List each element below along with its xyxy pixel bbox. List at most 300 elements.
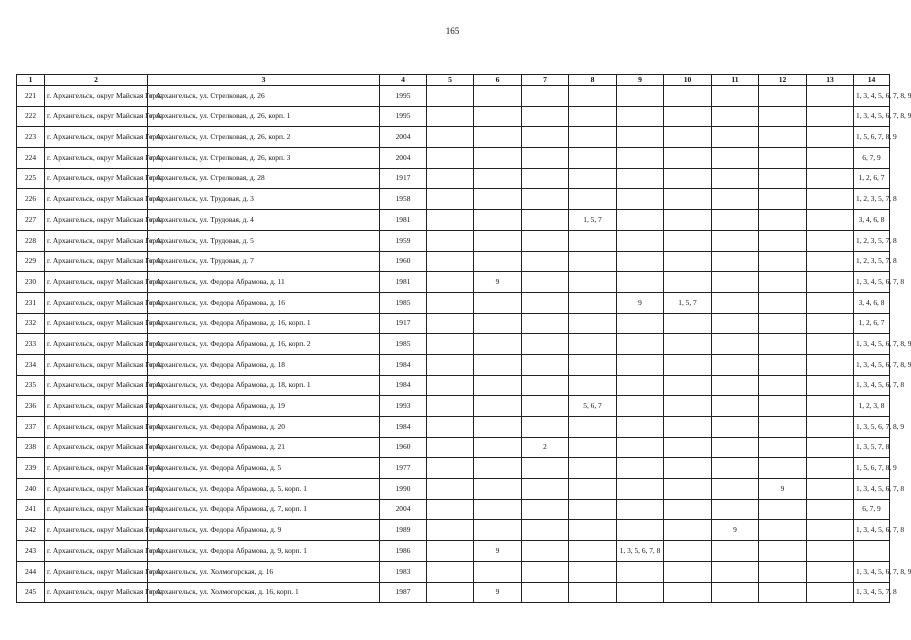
- cell-c5: [427, 499, 474, 520]
- cell-c10: [664, 313, 712, 334]
- cell-year: 1917: [380, 313, 427, 334]
- cell-c6: 9: [474, 582, 522, 603]
- cell-c7: [522, 458, 569, 479]
- cell-c14: 6, 7, 9: [854, 499, 890, 520]
- cell-address: г. Архангельск, ул. Федора Абрамова, д. 20: [148, 417, 380, 438]
- cell-c5: [427, 582, 474, 603]
- cell-c6: [474, 396, 522, 417]
- cell-c13: [807, 541, 854, 562]
- cell-c9: [617, 520, 664, 541]
- cell-c6: [474, 458, 522, 479]
- cell-c13: [807, 168, 854, 189]
- cell-year: 1958: [380, 189, 427, 210]
- cell-c7: [522, 520, 569, 541]
- cell-c9: [617, 313, 664, 334]
- cell-c5: [427, 396, 474, 417]
- cell-num: 234: [17, 354, 45, 375]
- cell-c14: 1, 5, 6, 7, 8, 9: [854, 458, 890, 479]
- cell-address: г. Архангельск, ул. Федора Абрамова, д. 5: [148, 458, 380, 479]
- column-header-6: 6: [474, 75, 522, 86]
- table-row: [17, 520, 890, 541]
- cell-c8: [569, 148, 617, 169]
- cell-district: г. Архангельск, округ Майская Горка: [45, 86, 148, 107]
- cell-num: 224: [17, 148, 45, 169]
- cell-c14: 1, 3, 4, 5, 7, 8: [854, 582, 890, 603]
- cell-address: г. Архангельск, ул. Федора Абрамова, д. 16, корп. 2: [148, 334, 380, 355]
- cell-c5: [427, 189, 474, 210]
- cell-c10: [664, 251, 712, 272]
- cell-c13: [807, 292, 854, 313]
- cell-c10: [664, 272, 712, 293]
- cell-year: 1993: [380, 396, 427, 417]
- cell-c8: [569, 561, 617, 582]
- cell-c12: [759, 251, 807, 272]
- cell-address: г. Архангельск, ул. Федора Абрамова, д. 5, корп. 1: [148, 479, 380, 500]
- column-header-4: 4: [380, 75, 427, 86]
- cell-address: г. Архангельск, ул. Трудовая, д. 3: [148, 189, 380, 210]
- cell-c7: [522, 86, 569, 107]
- cell-c6: [474, 148, 522, 169]
- cell-c7: [522, 168, 569, 189]
- cell-c6: [474, 354, 522, 375]
- cell-c10: [664, 499, 712, 520]
- cell-district: г. Архангельск, округ Майская Горка: [45, 127, 148, 148]
- cell-c8: [569, 437, 617, 458]
- cell-c8: [569, 479, 617, 500]
- cell-c12: [759, 561, 807, 582]
- cell-c14: 1, 3, 4, 5, 6, 7, 8, 9: [854, 86, 890, 107]
- cell-year: 1984: [380, 417, 427, 438]
- cell-c13: [807, 148, 854, 169]
- cell-c8: [569, 499, 617, 520]
- column-header-13: 13: [807, 75, 854, 86]
- cell-c9: [617, 230, 664, 251]
- cell-num: 239: [17, 458, 45, 479]
- cell-c9: 1, 3, 5, 6, 7, 8: [617, 541, 664, 562]
- cell-c7: [522, 292, 569, 313]
- cell-c8: [569, 375, 617, 396]
- cell-c9: [617, 251, 664, 272]
- cell-c11: [712, 168, 759, 189]
- cell-c12: [759, 417, 807, 438]
- cell-district: г. Архангельск, округ Майская Горка: [45, 520, 148, 541]
- cell-c11: [712, 272, 759, 293]
- cell-c12: [759, 230, 807, 251]
- cell-c13: [807, 561, 854, 582]
- cell-address: г. Архангельск, ул. Стрелковая, д. 26, корп. 2: [148, 127, 380, 148]
- cell-address: г. Архангельск, ул. Стрелковая, д. 26, корп. 3: [148, 148, 380, 169]
- cell-c9: [617, 106, 664, 127]
- column-header-14: 14: [854, 75, 890, 86]
- cell-c12: [759, 292, 807, 313]
- column-header-2: 2: [45, 75, 148, 86]
- cell-c12: [759, 189, 807, 210]
- cell-c11: [712, 334, 759, 355]
- column-header-3: 3: [148, 75, 380, 86]
- cell-c8: [569, 417, 617, 438]
- cell-num: 229: [17, 251, 45, 272]
- cell-c14: 1, 3, 4, 5, 6, 7, 8: [854, 272, 890, 293]
- cell-c13: [807, 230, 854, 251]
- cell-c9: [617, 86, 664, 107]
- cell-c10: [664, 541, 712, 562]
- cell-address: г. Архангельск, ул. Трудовая, д. 5: [148, 230, 380, 251]
- cell-district: г. Архангельск, округ Майская Горка: [45, 334, 148, 355]
- cell-c12: [759, 210, 807, 231]
- table-row: [17, 541, 890, 562]
- cell-c10: [664, 86, 712, 107]
- cell-c13: [807, 520, 854, 541]
- cell-c5: [427, 168, 474, 189]
- cell-address: г. Архангельск, ул. Трудовая, д. 7: [148, 251, 380, 272]
- cell-c13: [807, 127, 854, 148]
- cell-num: 235: [17, 375, 45, 396]
- cell-c14: 1, 3, 4, 5, 6, 7, 8: [854, 375, 890, 396]
- cell-c12: [759, 520, 807, 541]
- table-row: [17, 168, 890, 189]
- cell-c9: [617, 375, 664, 396]
- cell-address: г. Архангельск, ул. Федора Абрамова, д. 19: [148, 396, 380, 417]
- cell-year: 1977: [380, 458, 427, 479]
- cell-c11: [712, 292, 759, 313]
- cell-address: г. Архангельск, ул. Стрелковая, д. 28: [148, 168, 380, 189]
- cell-c11: [712, 582, 759, 603]
- cell-c5: [427, 106, 474, 127]
- cell-c8: [569, 354, 617, 375]
- cell-year: 1981: [380, 210, 427, 231]
- cell-c9: [617, 479, 664, 500]
- cell-c6: [474, 437, 522, 458]
- cell-c7: 2: [522, 437, 569, 458]
- cell-year: 1989: [380, 520, 427, 541]
- cell-c11: [712, 86, 759, 107]
- cell-c14: [854, 541, 890, 562]
- cell-c7: [522, 334, 569, 355]
- cell-c6: [474, 561, 522, 582]
- cell-c6: [474, 86, 522, 107]
- cell-c13: [807, 437, 854, 458]
- cell-district: г. Архангельск, округ Майская Горка: [45, 272, 148, 293]
- cell-address: г. Архангельск, ул. Федора Абрамова, д. 11: [148, 272, 380, 293]
- cell-year: 1983: [380, 561, 427, 582]
- cell-c6: [474, 168, 522, 189]
- cell-c6: 9: [474, 272, 522, 293]
- cell-num: 241: [17, 499, 45, 520]
- cell-c10: 1, 5, 7: [664, 292, 712, 313]
- column-header-10: 10: [664, 75, 712, 86]
- cell-c14: 3, 4, 6, 8: [854, 210, 890, 231]
- cell-c5: [427, 292, 474, 313]
- cell-c9: [617, 437, 664, 458]
- table-row: [17, 437, 890, 458]
- housing-registry-table: [16, 74, 911, 603]
- cell-c12: [759, 499, 807, 520]
- cell-c6: 9: [474, 541, 522, 562]
- cell-c11: [712, 499, 759, 520]
- cell-num: 242: [17, 520, 45, 541]
- cell-c5: [427, 251, 474, 272]
- cell-c8: 1, 5, 7: [569, 210, 617, 231]
- cell-c5: [427, 417, 474, 438]
- column-header-11: 11: [712, 75, 759, 86]
- cell-c5: [427, 210, 474, 231]
- cell-c7: [522, 561, 569, 582]
- cell-c7: [522, 417, 569, 438]
- cell-c11: [712, 210, 759, 231]
- cell-num: 226: [17, 189, 45, 210]
- cell-c12: [759, 375, 807, 396]
- cell-num: 237: [17, 417, 45, 438]
- cell-c7: [522, 479, 569, 500]
- cell-c6: [474, 251, 522, 272]
- cell-c10: [664, 106, 712, 127]
- cell-c9: [617, 396, 664, 417]
- cell-c6: [474, 292, 522, 313]
- cell-num: 231: [17, 292, 45, 313]
- cell-c14: 1, 2, 3, 8: [854, 396, 890, 417]
- table-row: [17, 313, 890, 334]
- page-number: 165: [445, 26, 460, 36]
- cell-year: 2004: [380, 148, 427, 169]
- cell-district: г. Архангельск, округ Майская Горка: [45, 210, 148, 231]
- cell-c12: [759, 354, 807, 375]
- cell-district: г. Архангельск, округ Майская Горка: [45, 148, 148, 169]
- cell-c11: [712, 396, 759, 417]
- cell-district: г. Архангельск, округ Майская Горка: [45, 251, 148, 272]
- cell-num: 233: [17, 334, 45, 355]
- cell-address: г. Архангельск, ул. Стрелковая, д. 26, корп. 1: [148, 106, 380, 127]
- cell-c14: 1, 2, 3, 5, 7, 8: [854, 189, 890, 210]
- cell-c13: [807, 313, 854, 334]
- cell-c12: [759, 541, 807, 562]
- cell-c8: [569, 168, 617, 189]
- cell-c10: [664, 396, 712, 417]
- cell-district: г. Архангельск, округ Майская Горка: [45, 292, 148, 313]
- cell-c7: [522, 148, 569, 169]
- cell-address: г. Архангельск, ул. Холмогорская, д. 16: [148, 561, 380, 582]
- cell-c14: 1, 2, 3, 5, 7, 8: [854, 230, 890, 251]
- cell-c6: [474, 499, 522, 520]
- cell-num: 244: [17, 561, 45, 582]
- cell-c14: 1, 3, 4, 5, 6, 7, 8, 9: [854, 354, 890, 375]
- cell-district: г. Архангельск, округ Майская Горка: [45, 354, 148, 375]
- cell-c10: [664, 458, 712, 479]
- cell-c13: [807, 354, 854, 375]
- cell-year: 1984: [380, 354, 427, 375]
- cell-c14: 1, 3, 4, 5, 6, 7, 8, 9: [854, 106, 890, 127]
- table-row: [17, 210, 890, 231]
- cell-address: г. Архангельск, ул. Стрелковая, д. 26: [148, 86, 380, 107]
- cell-district: г. Архангельск, округ Майская Горка: [45, 375, 148, 396]
- cell-c9: 9: [617, 292, 664, 313]
- cell-num: 245: [17, 582, 45, 603]
- cell-c9: [617, 561, 664, 582]
- cell-c11: [712, 251, 759, 272]
- cell-c11: [712, 458, 759, 479]
- cell-c12: 9: [759, 479, 807, 500]
- cell-c6: [474, 375, 522, 396]
- cell-district: г. Архангельск, округ Майская Горка: [45, 541, 148, 562]
- cell-c13: [807, 417, 854, 438]
- column-header-5: 5: [427, 75, 474, 86]
- column-header-7: 7: [522, 75, 569, 86]
- cell-c8: [569, 334, 617, 355]
- cell-c9: [617, 127, 664, 148]
- cell-c11: 9: [712, 520, 759, 541]
- cell-c13: [807, 396, 854, 417]
- cell-year: 2004: [380, 499, 427, 520]
- cell-num: 221: [17, 86, 45, 107]
- cell-c8: [569, 313, 617, 334]
- cell-year: 1981: [380, 272, 427, 293]
- cell-c7: [522, 375, 569, 396]
- cell-year: 2004: [380, 127, 427, 148]
- cell-district: г. Архангельск, округ Майская Горка: [45, 106, 148, 127]
- table-row: [17, 417, 890, 438]
- cell-c10: [664, 230, 712, 251]
- cell-c6: [474, 106, 522, 127]
- cell-c10: [664, 210, 712, 231]
- cell-c5: [427, 375, 474, 396]
- cell-c11: [712, 375, 759, 396]
- table-row: [17, 396, 890, 417]
- table-row: [17, 582, 890, 603]
- cell-address: г. Архангельск, ул. Трудовая, д. 4: [148, 210, 380, 231]
- cell-num: 238: [17, 437, 45, 458]
- cell-c9: [617, 168, 664, 189]
- cell-district: г. Архангельск, округ Майская Горка: [45, 499, 148, 520]
- cell-c14: 1, 3, 5, 6, 7, 8, 9: [854, 417, 890, 438]
- cell-district: г. Архангельск, округ Майская Горка: [45, 437, 148, 458]
- cell-year: 1984: [380, 375, 427, 396]
- cell-num: 222: [17, 106, 45, 127]
- cell-c8: [569, 292, 617, 313]
- cell-district: г. Архангельск, округ Майская Горка: [45, 417, 148, 438]
- cell-c6: [474, 520, 522, 541]
- cell-c10: [664, 417, 712, 438]
- cell-c12: [759, 313, 807, 334]
- cell-c6: [474, 479, 522, 500]
- cell-c10: [664, 479, 712, 500]
- cell-c10: [664, 582, 712, 603]
- cell-c9: [617, 189, 664, 210]
- cell-c14: 3, 4, 6, 8: [854, 292, 890, 313]
- cell-c11: [712, 561, 759, 582]
- cell-c13: [807, 189, 854, 210]
- cell-c13: [807, 458, 854, 479]
- cell-c12: [759, 334, 807, 355]
- cell-c11: [712, 189, 759, 210]
- cell-year: 1960: [380, 251, 427, 272]
- cell-c8: [569, 458, 617, 479]
- cell-c6: [474, 417, 522, 438]
- cell-c5: [427, 313, 474, 334]
- cell-c6: [474, 127, 522, 148]
- cell-district: г. Архангельск, округ Майская Горка: [45, 458, 148, 479]
- cell-c13: [807, 334, 854, 355]
- cell-c5: [427, 479, 474, 500]
- cell-c12: [759, 272, 807, 293]
- table-row: [17, 230, 890, 251]
- cell-district: г. Архангельск, округ Майская Горка: [45, 168, 148, 189]
- cell-district: г. Архангельск, округ Майская Горка: [45, 396, 148, 417]
- cell-c14: 1, 3, 4, 5, 6, 7, 8, 9: [854, 561, 890, 582]
- cell-c14: 1, 2, 6, 7: [854, 313, 890, 334]
- cell-c12: [759, 168, 807, 189]
- cell-c13: [807, 86, 854, 107]
- table-row: [17, 127, 890, 148]
- cell-c6: [474, 189, 522, 210]
- cell-district: г. Архангельск, округ Майская Горка: [45, 230, 148, 251]
- cell-address: г. Архангельск, ул. Федора Абрамова, д. 18, корп. 1: [148, 375, 380, 396]
- cell-c5: [427, 230, 474, 251]
- cell-c11: [712, 437, 759, 458]
- cell-c8: [569, 272, 617, 293]
- cell-c9: [617, 499, 664, 520]
- cell-c14: 1, 3, 4, 5, 6, 7, 8: [854, 520, 890, 541]
- cell-c11: [712, 148, 759, 169]
- cell-c9: [617, 582, 664, 603]
- cell-address: г. Архангельск, ул. Федора Абрамова, д. 9: [148, 520, 380, 541]
- table-row: [17, 292, 890, 313]
- cell-district: г. Архангельск, округ Майская Горка: [45, 582, 148, 603]
- cell-c7: [522, 210, 569, 231]
- cell-num: 227: [17, 210, 45, 231]
- table-row: [17, 148, 890, 169]
- table-row: [17, 334, 890, 355]
- cell-c12: [759, 127, 807, 148]
- column-header-1: 1: [17, 75, 45, 86]
- column-header-12: 12: [759, 75, 807, 86]
- cell-c9: [617, 210, 664, 231]
- cell-c14: 1, 3, 5, 7, 8: [854, 437, 890, 458]
- cell-year: 1995: [380, 106, 427, 127]
- cell-c13: [807, 251, 854, 272]
- cell-c5: [427, 127, 474, 148]
- cell-c10: [664, 127, 712, 148]
- cell-year: 1990: [380, 479, 427, 500]
- cell-address: г. Архангельск, ул. Федора Абрамова, д. 16: [148, 292, 380, 313]
- cell-c8: [569, 127, 617, 148]
- cell-c14: 1, 2, 3, 5, 7, 8: [854, 251, 890, 272]
- cell-address: г. Архангельск, ул. Федора Абрамова, д. 18: [148, 354, 380, 375]
- cell-c14: 1, 3, 4, 5, 6, 7, 8: [854, 479, 890, 500]
- cell-year: 1960: [380, 437, 427, 458]
- cell-year: 1995: [380, 86, 427, 107]
- cell-c8: [569, 189, 617, 210]
- cell-c9: [617, 272, 664, 293]
- cell-district: г. Архангельск, округ Майская Горка: [45, 189, 148, 210]
- cell-c14: 1, 2, 6, 7: [854, 168, 890, 189]
- cell-c8: [569, 541, 617, 562]
- cell-c10: [664, 148, 712, 169]
- cell-c5: [427, 272, 474, 293]
- cell-c7: [522, 272, 569, 293]
- header-row: [17, 75, 890, 86]
- cell-c14: 1, 5, 6, 7, 8, 9: [854, 127, 890, 148]
- cell-num: 225: [17, 168, 45, 189]
- cell-address: г. Архангельск, ул. Федора Абрамова, д. 7, корп. 1: [148, 499, 380, 520]
- cell-c12: [759, 86, 807, 107]
- cell-c8: [569, 86, 617, 107]
- cell-c5: [427, 561, 474, 582]
- cell-c7: [522, 251, 569, 272]
- cell-c13: [807, 375, 854, 396]
- cell-year: 1917: [380, 168, 427, 189]
- table-row: [17, 189, 890, 210]
- cell-c7: [522, 499, 569, 520]
- cell-c5: [427, 437, 474, 458]
